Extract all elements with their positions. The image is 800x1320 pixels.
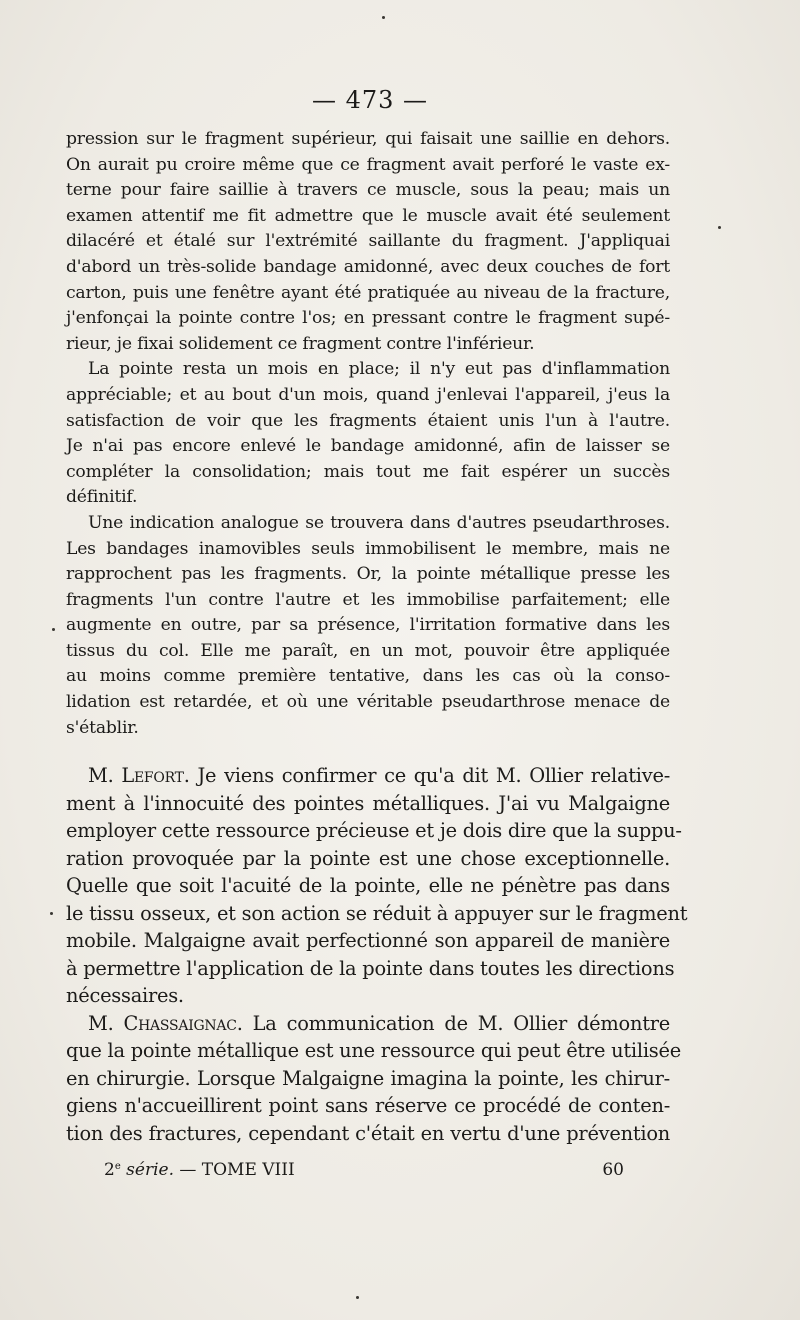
text-line: On aurait pu croire même que ce fragment avait perforé le vaste ex- [66, 154, 670, 175]
text-line: appréciable; et au bout d'un mois, quand j'enlevai l'appareil, j'eus la [66, 384, 670, 405]
ink-speck [718, 226, 721, 229]
text-line: dilacéré et étalé sur l'extrémité saillante du fragment. J'appliquai [66, 231, 670, 252]
speaker-name: M. Chassaignac. [88, 1011, 243, 1035]
text-line: tissus du col. Elle me paraît, en un mot, pouvoir être appliquée [66, 640, 670, 661]
page-footer [104, 1160, 624, 1180]
text-line: Une indication analogue se trouvera dans d'autres pseudarthroses. [88, 512, 670, 533]
text-line: Je n'ai pas encore enlevé le bandage amidonné, afin de laisser se [66, 436, 670, 457]
text-line: tion des fractures, cependant c'était en vertu d'une prévention [66, 1121, 670, 1145]
ink-speck [356, 1296, 359, 1299]
text-line: nécessaires. [66, 984, 184, 1007]
text-line: rieur, je fixai solidement ce fragment contre l'inférieur. [66, 333, 535, 354]
text-line: fragments l'un contre l'autre et les immobilise parfaitement; elle [66, 589, 670, 610]
text-line: terne pour faire saillie à travers ce muscle, sous la peau; mais un [66, 180, 670, 201]
text-line: giens n'accueillirent point sans réserve ce procédé de conten- [66, 1094, 670, 1117]
text-line: satisfaction de voir que les fragments étaient unis l'un à l'autre. [66, 410, 670, 431]
text-line: lidation est retardée, et où une véritable pseudarthrose menace de [66, 692, 670, 713]
text-line [66, 1010, 670, 1038]
text-line: à permettre l'application de la pointe dans toutes les directions [66, 956, 675, 980]
text-line: en chirurgie. Lorsque Malgaigne imagina la pointe, les chirur- [66, 1066, 670, 1090]
text-line: s'établir. [66, 717, 139, 738]
text-line: d'abord un très-solide bandage amidonné, avec deux couches de fort [66, 256, 670, 277]
series-label [104, 1160, 295, 1180]
text-line: carton, puis une fenêtre ayant été pratiquée au niveau de la fracture, [66, 282, 670, 303]
speaker-name: M. Lefort. [88, 764, 190, 787]
ink-speck [382, 16, 385, 19]
series-word: série. [126, 1160, 174, 1180]
ink-speck [50, 912, 53, 915]
remark-first-line: Je viens confirmer ce qu'a dit M. Ollier relative- [197, 764, 670, 787]
text-line: Quelle que soit l'acuité de la pointe, elle ne pénètre pas dans [66, 874, 670, 897]
text-line: employer cette ressource précieuse et je dois dire que la suppu- [66, 819, 682, 842]
text-line: compléter la consolidation; mais tout me fait espérer un succès [66, 461, 670, 482]
discussion-text [66, 762, 688, 1147]
text-line: ration provoquée par la pointe est une chose exceptionnelle. [66, 846, 670, 870]
paragraph-1 [66, 127, 670, 357]
page-number: — 473 — [311, 86, 429, 114]
series-superscript: e [114, 1161, 121, 1172]
text-line: que la pointe métallique est une ressource qui peut être utilisée [66, 1039, 681, 1062]
sheet-number: 60 [602, 1160, 624, 1180]
ink-speck [52, 628, 55, 631]
text-line: La pointe resta un mois en place; il n'y eut pas d'inflammation [88, 359, 670, 380]
text-line: augmente en outre, par sa présence, l'irritation formative dans les [66, 615, 670, 636]
text-line: ment à l'innocuité des pointes métalliques. J'ai vu Malgaigne [66, 791, 670, 815]
text-line: mobile. Malgaigne avait perfectionné son appareil de manière [66, 929, 670, 952]
remark-lefort [66, 762, 688, 1010]
text-line: rapprochent pas les fragments. Or, la pointe métallique presse les [66, 564, 670, 585]
body-text-top [66, 127, 670, 741]
paragraph-3 [66, 511, 670, 741]
text-line: Les bandages inamovibles seuls immobilisent le membre, mais ne [66, 538, 670, 559]
remark-chassaignac [66, 1010, 681, 1148]
text-line: au moins comme première tentative, dans les cas où la conso- [66, 666, 670, 687]
paragraph-2 [66, 357, 670, 511]
tome-label: — TOME VIII [179, 1160, 295, 1180]
text-line: le tissu osseux, et son action se réduit à appuyer sur le fragment [66, 901, 688, 925]
text-line: définitif. [66, 487, 138, 508]
text-line: j'enfonçai la pointe contre l'os; en pressant contre le fragment supé- [66, 308, 670, 329]
series-number: 2 [104, 1160, 115, 1180]
text-line: pression sur le fragment supérieur, qui faisait une saillie en dehors. [66, 129, 670, 149]
text-line [66, 762, 670, 790]
text-line: examen attentif me fit admettre que le muscle avait été seulement [66, 205, 670, 226]
remark-first-line: La communication de M. Ollier démontre [252, 1011, 670, 1035]
